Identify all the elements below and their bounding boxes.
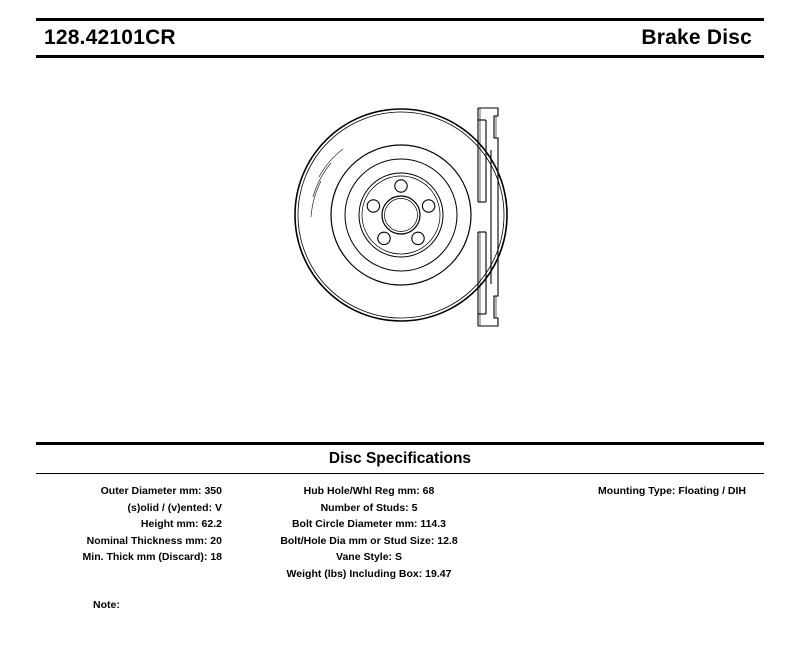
specs-column-left xyxy=(36,483,222,582)
product-drawing xyxy=(36,80,764,410)
rotor-section-svg xyxy=(456,102,526,332)
document-type-title: Brake Disc xyxy=(641,26,752,49)
specs-title: Disc Specifications xyxy=(328,450,472,467)
spec-weight: Weight (lbs) Including Box: 19.47 xyxy=(286,567,452,580)
spec-vane-style: Vane Style: S xyxy=(336,551,402,563)
specs-column-right xyxy=(516,483,764,582)
spec-bolt-circle-diameter: Bolt Circle Diameter mm: 114.3 xyxy=(291,518,447,530)
disc-specifications-section xyxy=(36,442,764,611)
note-label: Note: xyxy=(93,599,120,611)
spec-nominal-thickness: Nominal Thickness mm: 20 xyxy=(86,534,222,547)
specs-title-bar xyxy=(36,442,764,474)
part-number: 128.42101CR xyxy=(44,26,176,49)
specs-columns xyxy=(36,474,764,582)
document-header xyxy=(36,18,764,58)
spec-number-of-studs: Number of Studs: 5 xyxy=(320,501,418,514)
spec-outer-diameter: Outer Diameter mm: 350 xyxy=(100,485,222,497)
spec-hub-hole: Hub Hole/Whl Reg mm: 68 xyxy=(303,485,435,497)
note-row xyxy=(36,599,764,611)
spec-height: Height mm: 62.2 xyxy=(140,518,222,530)
rotor-cross-section-view xyxy=(456,102,526,337)
spec-mounting-type: Mounting Type: Floating / DIH xyxy=(598,485,746,497)
spec-solid-vented: (s)olid / (v)ented: V xyxy=(127,501,222,514)
spec-bolt-hole-dia: Bolt/Hole Dia mm or Stud Size: 12.8 xyxy=(280,534,458,547)
specs-column-middle xyxy=(222,483,516,582)
spec-min-thickness: Min. Thick mm (Discard): 18 xyxy=(82,551,222,563)
